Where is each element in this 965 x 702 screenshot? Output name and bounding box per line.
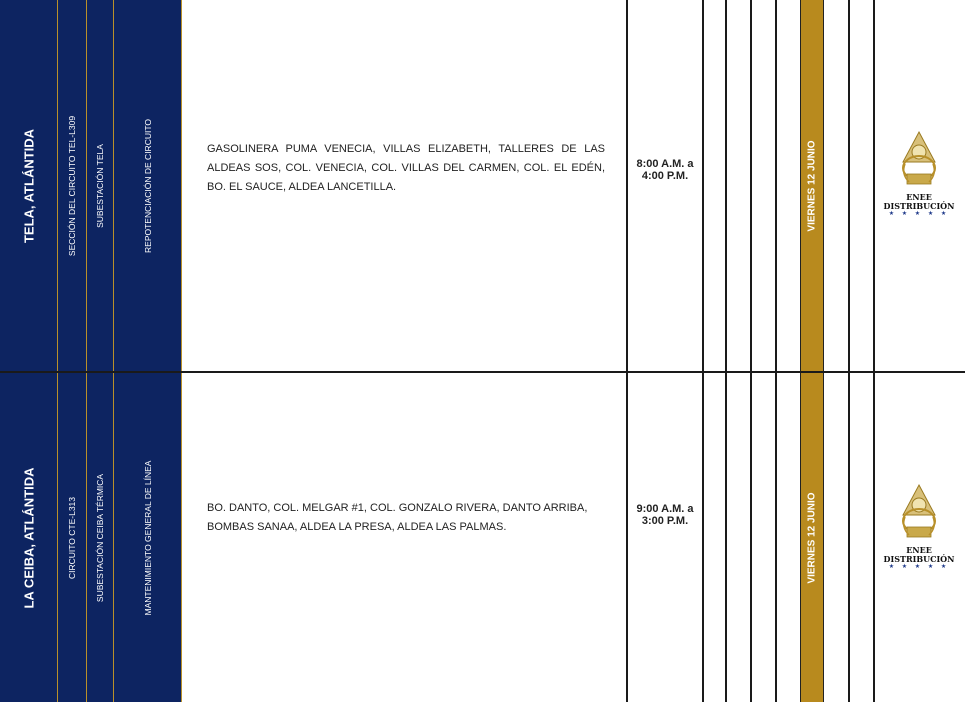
work-label: REPOTENCIACIÓN DE CIRCUITO bbox=[142, 119, 153, 253]
circuit-label: CIRCUITO CTE-L313 bbox=[67, 496, 77, 579]
day-cell bbox=[800, 373, 824, 702]
time-end: 3:00 P.M. bbox=[641, 515, 689, 527]
coat-of-arms-icon bbox=[899, 128, 939, 188]
time-start: 8:00 A.M. a bbox=[636, 158, 694, 170]
logo-line2: DISTRIBUCIÓN bbox=[883, 554, 955, 564]
work-label: MANTENIMIENTO GENERAL DE LÍNEA bbox=[142, 460, 153, 615]
substation-cell bbox=[87, 0, 113, 372]
schedule-row-la-ceiba bbox=[0, 373, 965, 702]
substation-label: SUBESTACIÓN TELA bbox=[95, 144, 105, 228]
affected-areas: BO. DANTO, COL. MELGAR #1, COL. GONZALO RIVERA, DANTO ARRIBA, BOMBAS SANAA, ALDEA LA PRESA, ALDEA LAS PALMAS. bbox=[207, 502, 588, 533]
time-end: 4:00 P.M. bbox=[641, 170, 689, 182]
location-label: LA CEIBA, ATLÁNTIDA bbox=[21, 466, 36, 609]
day-label: VIERNES 12 JUNIO bbox=[806, 491, 818, 584]
time-range bbox=[628, 503, 702, 527]
logo-stars: ★ ★ ★ ★ ★ bbox=[888, 211, 950, 217]
substation-label: SUBESTACIÓN CEIBA TÉRMICA bbox=[95, 473, 105, 602]
location-label: TELA, ATLÁNTIDA bbox=[21, 128, 36, 244]
circuit-cell bbox=[58, 373, 86, 702]
work-cell bbox=[114, 373, 181, 702]
logo-stars: ★ ★ ★ ★ ★ bbox=[888, 564, 950, 570]
time-range bbox=[628, 158, 702, 182]
logo-line1: ENEE bbox=[906, 192, 932, 202]
circuit-cell bbox=[58, 0, 86, 372]
logo-line2: DISTRIBUCIÓN bbox=[883, 201, 955, 211]
day-label: VIERNES 12 JUNIO bbox=[806, 140, 818, 232]
coat-of-arms-icon bbox=[899, 481, 939, 541]
logo-line1: ENEE bbox=[906, 545, 932, 555]
affected-areas: GASOLINERA PUMA VENECIA, VILLAS ELIZABETH, TALLERES DE LAS ALDEAS SOS, COL. VENECIA, COL. VILLAS DEL CARMEN, COL. EL EDÉN, BO. EL SAUCE, ALDEA LANCETILLA. bbox=[207, 143, 605, 193]
location-cell bbox=[0, 0, 57, 372]
work-cell bbox=[114, 0, 181, 372]
circuit-label: SECCIÓN DEL CIRCUITO TEL-L309 bbox=[67, 115, 77, 257]
location-cell bbox=[0, 373, 57, 702]
enee-logo bbox=[882, 481, 956, 571]
enee-logo bbox=[882, 128, 956, 218]
substation-cell bbox=[87, 373, 113, 702]
day-cell bbox=[800, 0, 824, 372]
time-start: 9:00 A.M. a bbox=[636, 503, 694, 515]
